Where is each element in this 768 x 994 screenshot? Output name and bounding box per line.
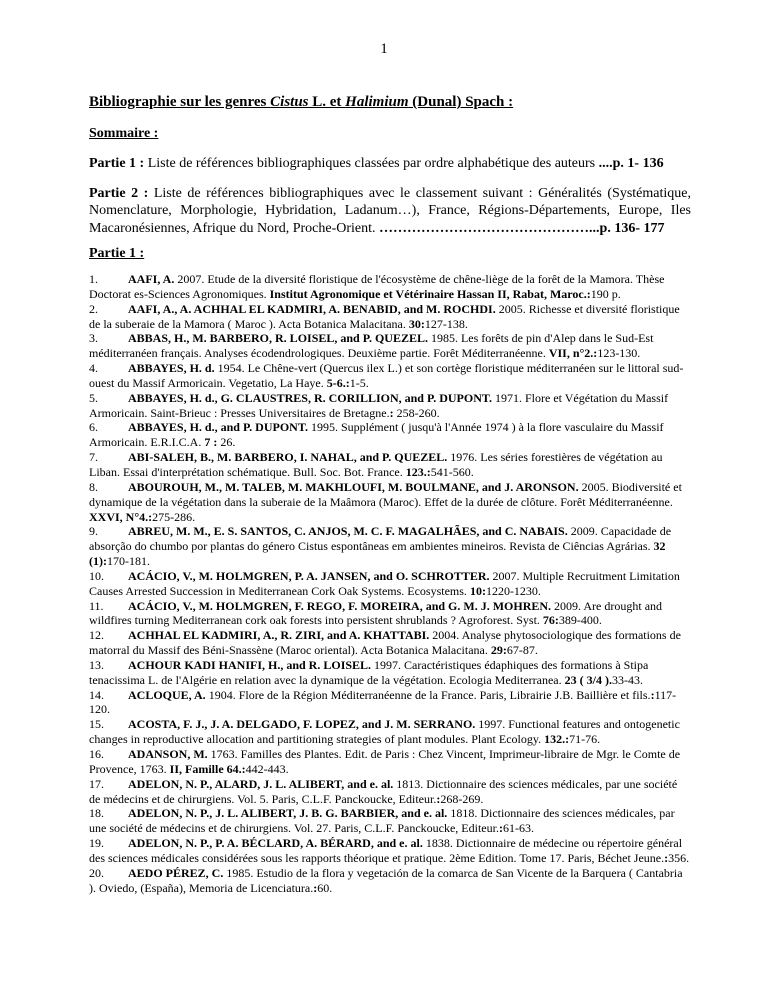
- reference-number: 10.: [89, 568, 104, 583]
- reference-pages: 442-443.: [245, 761, 289, 776]
- reference-item: [89, 658, 691, 688]
- reference-item: [89, 361, 691, 391]
- reference-list: [89, 272, 691, 895]
- reference-volume: II, Famille 64.:: [169, 761, 246, 776]
- reference-body: 2009. Capacidade de absorção do chumbo por plantas do género Cistus espontâneas em ambientes mineiros. Revista de Ciências Agrárias.: [89, 524, 672, 554]
- reference-authors: ABBAS, H., M. BARBERO, R. LOISEL, and P. QUEZEL.: [128, 331, 428, 346]
- reference-item: [89, 524, 691, 569]
- reference-pages: 71-76.: [569, 732, 601, 747]
- document-body: [89, 93, 691, 895]
- reference-authors: ACOSTA, F. J., J. A. DELGADO, F. LOPEZ, and J. M. SERRANO.: [128, 717, 476, 732]
- reference-pages: 1220-1230.: [485, 583, 541, 598]
- reference-body: 2009. Are drought and wildfires turning Mediterranean cork oak forests into persistent shrublands ? Agroforest. Syst.: [89, 598, 663, 628]
- reference-authors: ACLOQUE, A.: [128, 687, 206, 702]
- reference-volume: XXVI, N°4.:: [89, 509, 153, 524]
- reference-number: 8.: [89, 479, 98, 494]
- reference-body: 2007. Etude de la diversité floristique de l'écosystème de chêne-liège de la forêt de la Mamora. Thèse Doctorat es-Sciences Agronomiques.: [89, 272, 665, 301]
- reference-authors: AEDO PÉREZ, C.: [128, 865, 224, 880]
- summary-part2: [89, 185, 691, 238]
- reference-body: 1997. Caractéristiques édaphiques des formations à Stipa tenacissima L. de l'Algérie en relation avec la dynamique de la végétation. Ecologia Mediterranea.: [89, 657, 649, 687]
- reference-volume: VII, n°2.:: [548, 346, 598, 361]
- reference-pages: 60.: [317, 880, 333, 895]
- reference-number: 13.: [89, 657, 104, 672]
- reference-number: 9.: [89, 524, 98, 539]
- summary-part1-pages: ....p. 1- 136: [598, 156, 664, 171]
- title-mid: L. et: [308, 94, 346, 110]
- reference-body: 1997. Functional features and ontogenetic changes in reproductive allocation and partitioning strategies of plant modules. Plant Ecology.: [89, 717, 680, 747]
- reference-volume: :: [664, 850, 669, 865]
- reference-item: [89, 599, 691, 629]
- reference-authors: AAFI, A., A. ACHHAL EL KADMIRI, A. BENABID, and M. ROCHDI.: [128, 301, 496, 316]
- reference-item: [89, 302, 691, 332]
- reference-authors: AAFI, A.: [128, 272, 175, 286]
- reference-authors: ADELON, N. P., P. A. BÉCLARD, A. BÉRARD, and e. al.: [128, 836, 423, 851]
- title-genus-halimium: Halimium: [345, 94, 409, 110]
- reference-item: [89, 806, 691, 836]
- reference-item: [89, 331, 691, 361]
- reference-pages: 1-5.: [349, 375, 369, 390]
- reference-authors: ADELON, N. P., ALARD, J. L. ALIBERT, and e. al.: [128, 776, 394, 791]
- reference-item: [89, 866, 691, 896]
- reference-item: [89, 480, 691, 525]
- reference-pages: 170-181.: [107, 554, 150, 569]
- reference-volume: 23 ( 3/4 ).: [564, 672, 612, 687]
- summary-part2-pages: ………………………………………...p. 136- 177: [379, 220, 665, 236]
- reference-authors: ABBAYES, H. d., and P. DUPONT.: [128, 420, 308, 435]
- page-number: 1: [380, 41, 388, 57]
- reference-item: [89, 836, 691, 866]
- summary-part1: [89, 155, 691, 173]
- reference-number: 3.: [89, 331, 98, 346]
- reference-body: 1971. Flore et Végétation du Massif Armoricain. Saint-Brieuc : Presses Universitaires de Bretagne.: [89, 390, 669, 420]
- reference-pages: 275-286.: [152, 509, 196, 524]
- title-suffix: (Dunal) Spach :: [408, 94, 514, 110]
- reference-volume: 32 (1):: [89, 539, 666, 569]
- reference-volume: :: [389, 405, 394, 420]
- reference-authors: ACÁCIO, V., M. HOLMGREN, F. REGO, F. MOREIRA, and G. M. J. MOHREN.: [128, 598, 552, 613]
- reference-pages: 61-63.: [502, 821, 534, 836]
- reference-volume: 76:: [542, 613, 559, 628]
- reference-body: 1976. Les séries forestières de végétation au Liban. Essai d'interprétation schématique. Bull. Soc. Bot. France.: [89, 450, 663, 479]
- reference-body: 1813. Dictionnaire des sciences médicales, par une société de médecins et de chirurgiens. Vol. 5. Paris, C.L.F. Panckoucke, Editeur.: [89, 776, 678, 806]
- reference-authors: ACHOUR KADI HANIFI, H., and R. LOISEL.: [128, 657, 372, 672]
- reference-body: 1954. Le Chêne-vert (Quercus ilex L.) et son cortège floristique méditerranéen sur le littoral sud-ouest du Massif Armoricain. Vegetatio, La Haye.: [89, 361, 684, 390]
- reference-number: 1.: [89, 272, 98, 286]
- reference-volume: 123.:: [405, 464, 431, 479]
- reference-number: 7.: [89, 450, 98, 465]
- reference-number: 14.: [89, 687, 104, 702]
- reference-body: 1995. Supplément ( jusqu'à l'Année 1974 ) à la flore vasculaire du Massif Armoricain. E.R.I.C.A.: [89, 420, 664, 450]
- reference-body: 1904. Flore de la Région Méditerranéenne de la France. Paris, Librairie J.B. Baillière et fils.: [205, 687, 651, 702]
- reference-item: [89, 450, 691, 480]
- reference-body: 2005. Richesse et diversité floristique de la suberaie de la Mamora ( Maroc ). Acta Botanica Malacitana.: [89, 301, 680, 331]
- reference-pages: 541-560.: [430, 464, 474, 479]
- title-genus-cistus: Cistus: [270, 94, 309, 110]
- reference-body: 2007. Multiple Recruitment Limitation Causes Arrested Succession in Mediterranean Cork Oak Systems. Ecosystems.: [89, 568, 680, 598]
- reference-volume: :: [498, 821, 503, 836]
- reference-pages: 123-130.: [597, 346, 641, 361]
- reference-volume: 29:: [490, 643, 507, 658]
- reference-body: 1985. Estudio de la flora y vegetación de la comarca de San Vicente de la Barquera ( Cantabria ). Oviedo, (España), Memoria de Licenciatura.: [89, 865, 683, 895]
- reference-volume: 30:: [408, 316, 425, 331]
- reference-item: [89, 777, 691, 807]
- reference-pages: 389-400.: [558, 613, 602, 628]
- reference-body: 1818. Dictionnaire des sciences médicales, par une société de médecins et de chirurgiens. Vol. 27. Paris, C.L.F. Panckoucke, Editeur.: [89, 806, 675, 836]
- reference-item: [89, 272, 691, 302]
- summary-part2-text: Liste de références bibliographiques avec le classement suivant : Généralités (Systématique, Nomenclature, Morphologie, Hybridation, Ladanum…), France, Régions-Départements, Europe, Iles Macaronésiennes, Afrique du Nord, Proche-Orient.: [89, 185, 691, 236]
- reference-volume: 5-6.:: [326, 375, 350, 390]
- reference-body: 1838. Dictionnaire de médecine ou répertoire général des sciences médicales considérées sous les rapports théorique et pratique. 2ème Edition. Tome 17. Paris, Béchet Jeune.: [89, 836, 683, 865]
- reference-pages: 67-87.: [506, 643, 538, 658]
- reference-volume: :: [436, 791, 441, 806]
- reference-volume: 132.:: [544, 732, 570, 747]
- reference-pages: 268-269.: [440, 791, 484, 806]
- reference-number: 17.: [89, 776, 104, 791]
- reference-body: 1763. Familles des Plantes. Edit. de Paris : Chez Vincent, Imprimeur-libraire de Mgr. le Comte de Provence, 1763.: [89, 747, 681, 776]
- reference-pages: 127-138.: [424, 316, 468, 331]
- reference-number: 11.: [89, 598, 104, 613]
- reference-item: [89, 420, 691, 450]
- reference-body: 1985. Les forêts de pin d'Alep dans le Sud-Est méditerranéen français. Analyses écodendrologiques. Deuxième partie. Forêt Méditerranéenne.: [89, 331, 654, 361]
- reference-number: 5.: [89, 390, 98, 405]
- reference-number: 20.: [89, 865, 104, 880]
- reference-authors: ABOUROUH, M., M. TALEB, M. MAKHLOUFI, M. BOULMANE, and J. ARONSON.: [128, 479, 579, 494]
- reference-number: 12.: [89, 628, 104, 643]
- part1-heading: Partie 1 :: [89, 246, 145, 261]
- reference-volume: :: [650, 687, 655, 702]
- reference-volume: Institut Agronomique et Vétérinaire Hassan II, Rabat, Maroc.:: [269, 286, 591, 301]
- reference-pages: 258-260.: [393, 405, 440, 420]
- reference-number: 15.: [89, 717, 104, 732]
- summary-part2-label: Partie 2 :: [89, 185, 149, 201]
- reference-body: 2004. Analyse phytosociologique des formations de matorral du Massif des Béni-Snassène (Maroc oriental). Acta Botanica Malacitana.: [89, 628, 681, 658]
- reference-item: [89, 391, 691, 421]
- reference-item: [89, 628, 691, 658]
- reference-number: 18.: [89, 806, 104, 821]
- reference-number: 4.: [89, 361, 98, 376]
- reference-authors: ABREU, M. M., E. S. SANTOS, C. ANJOS, M. C. F. MAGALHÃES, and C. NABAIS.: [128, 524, 568, 539]
- reference-body: 2005. Biodiversité et dynamique de la végétation dans la suberaie de la Maâmora (Maroc). Effet de la durée de clôture. Forêt Méditerranéenne.: [89, 479, 682, 509]
- summary-part1-text: Liste de références bibliographiques classées par ordre alphabétique des auteurs: [144, 156, 599, 171]
- reference-number: 19.: [89, 836, 104, 851]
- reference-item: [89, 747, 691, 777]
- reference-number: 6.: [89, 420, 98, 435]
- reference-pages: 356.: [668, 850, 690, 865]
- reference-pages: 117-120.: [89, 687, 677, 717]
- summary-heading: Sommaire :: [89, 126, 159, 141]
- reference-volume: :: [313, 880, 318, 895]
- reference-authors: ABI-SALEH, B., M. BARBERO, I. NAHAL, and P. QUEZEL.: [128, 450, 448, 465]
- reference-authors: ABBAYES, H. d.: [128, 361, 215, 376]
- reference-volume: 10:: [469, 583, 486, 598]
- reference-item: [89, 688, 691, 718]
- reference-volume: 7 :: [204, 435, 218, 450]
- reference-authors: ACHHAL EL KADMIRI, A., R. ZIRI, and A. KHATTABI.: [128, 628, 430, 643]
- reference-number: 16.: [89, 747, 104, 761]
- reference-item: [89, 717, 691, 747]
- reference-pages: 190 p.: [590, 286, 621, 301]
- reference-item: [89, 569, 691, 599]
- summary-part1-label: Partie 1 :: [89, 156, 145, 171]
- reference-pages: 33-43.: [611, 672, 643, 687]
- document-title: [89, 93, 691, 111]
- reference-authors: ADELON, N. P., J. L. ALIBERT, J. B. G. BARBIER, and e. al.: [128, 806, 448, 821]
- reference-authors: ABBAYES, H. d., G. CLAUSTRES, R. CORILLION, and P. DUPONT.: [128, 390, 492, 405]
- reference-authors: ADANSON, M.: [128, 747, 208, 761]
- reference-authors: ACÁCIO, V., M. HOLMGREN, P. A. JANSEN, and O. SCHROTTER.: [128, 568, 490, 583]
- title-prefix: Bibliographie sur les genres: [89, 94, 271, 110]
- reference-number: 2.: [89, 301, 98, 316]
- reference-pages: 26.: [217, 435, 236, 450]
